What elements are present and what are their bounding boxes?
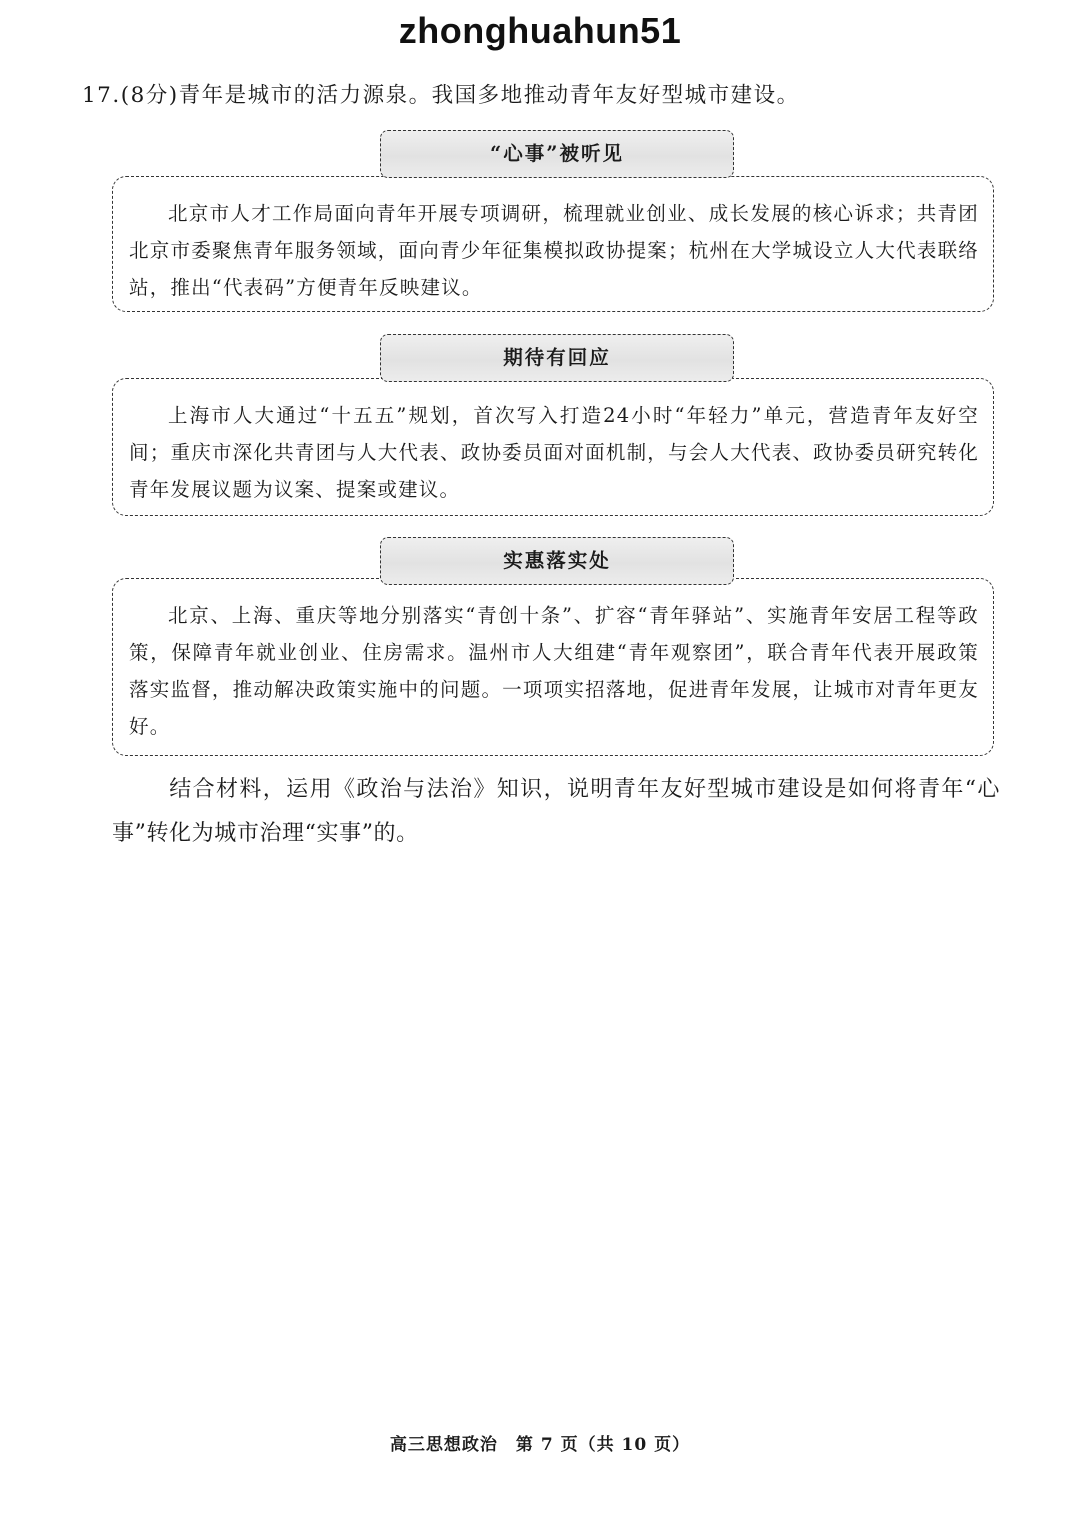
question-prompt: 结合材料，运用《政治与法治》知识，说明青年友好型城市建设是如何将青年“心事”转化为城市治理“实事”的。 [112,777,1000,846]
material-box-3 [112,578,994,756]
section-title-1: “心事”被听见 [380,130,734,178]
material-box-1 [112,176,994,312]
material-text-2: 上海市人大通过“十五五”规划，首次写入打造24小时“年轻力”单元，营造青年友好空间；重庆市深化共青团与人大代表、政协委员面对面机制，与会人大代表、政协委员研究转化青年发展议题为议案、提案或建议。 [129,404,979,501]
material-box-2 [112,378,994,516]
section-title-3: 实惠落实处 [380,537,734,585]
material-text-3: 北京、上海、重庆等地分别落实“青创十条”、扩容“青年驿站”、实施青年安居工程等政策，保障青年就业创业、住房需求。温州市人大组建“青年观察团”，联合青年代表开展政策落实监督，推动解决政策实施中的问题。一项项实招落地，促进青年发展，让城市对青年更友好。 [129,604,979,738]
section-title-2: 期待有回应 [380,334,734,382]
question-stem: 17.(8分)青年是城市的活力源泉。我国多地推动青年友好型城市建设。 [82,83,800,108]
material-text-1: 北京市人才工作局面向青年开展专项调研，梳理就业创业、成长发展的核心诉求；共青团北京市委聚焦青年服务领域，面向青少年征集模拟政协提案；杭州在大学城设立人大代表联络站，推出“代表码”方便青年反映建议。 [129,202,979,299]
page-footer: 高三思想政治 第 7 页（共 10 页） [389,1435,691,1455]
watermark-text: zhonghuahun51 [398,10,682,51]
